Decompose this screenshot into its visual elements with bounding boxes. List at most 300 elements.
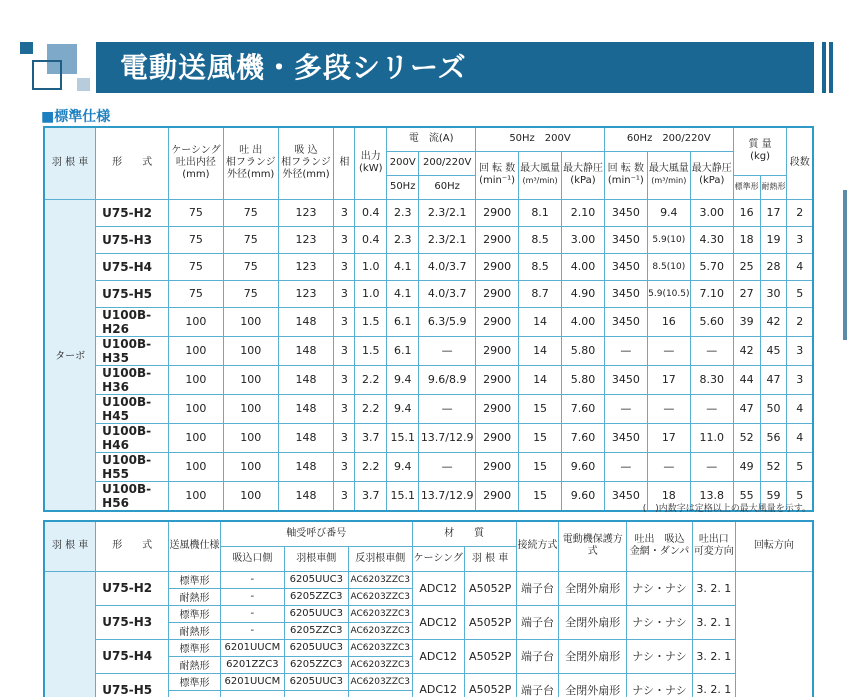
cell-impeller: 6205ZZC3 (284, 656, 348, 673)
cell-m-std: 52 (733, 423, 760, 452)
cell-stages: 3 (787, 336, 813, 365)
header-casing-outlet (169, 127, 224, 199)
header-mass-heat: 耐熱形 (760, 175, 787, 199)
cell-impeller: 6205UUC3 (284, 605, 348, 622)
cell-a60: 2.3/2.1 (419, 226, 476, 253)
cell-kw: 2.2 (355, 452, 387, 481)
logo-square-outline (32, 60, 62, 90)
cell-flow60: — (647, 336, 690, 365)
cell-kw: 3.7 (355, 481, 387, 511)
table-row (44, 571, 813, 588)
cell-flow50: 8.5 (519, 253, 562, 280)
cell-stages: 3 (787, 365, 813, 394)
banner-stripe (822, 42, 826, 93)
header-bearing: 軸受呼び番号 (220, 521, 412, 546)
cell-casing: 75 (169, 253, 224, 280)
cell-rpm60: — (604, 336, 647, 365)
cell-protection: 全閉外扇形 (559, 605, 627, 639)
cell-flow60: 17 (647, 423, 690, 452)
table-row (44, 336, 813, 365)
cell-outlet: 100 (223, 394, 278, 423)
header-word: ・ダンパ (649, 546, 690, 558)
cell-spec: 標準形 (169, 639, 221, 656)
header-word: 吐出 (634, 534, 655, 546)
cell-rpm60: 3450 (604, 226, 647, 253)
cell-m-std: 27 (733, 280, 760, 307)
cell-a60: 9.6/8.9 (419, 365, 476, 394)
model-name: U75-H4 (96, 639, 169, 673)
cell-stages: 5 (787, 280, 813, 307)
cell-a60: — (419, 394, 476, 423)
cell-impeller: 6205UUC3 (284, 639, 348, 656)
cell-inlet: 148 (278, 307, 334, 336)
cell-m-heat: 56 (760, 423, 787, 452)
cell-impeller-mat: A5052P (464, 673, 516, 697)
cell-a60: 13.7/12.9 (419, 423, 476, 452)
header-50hz-group: 50Hz 200V (476, 127, 605, 151)
header-current-200-220v: 200/220V (419, 151, 476, 175)
cell-rpm50: 2900 (476, 481, 519, 511)
cell-a50: 4.1 (387, 280, 419, 307)
cell-casing: 100 (169, 481, 224, 511)
header-line: (kPa) (570, 175, 596, 186)
header-line: 最大静圧 (691, 163, 732, 174)
cell-m-std: 25 (733, 253, 760, 280)
header-line: (m³/min) (651, 176, 687, 185)
cell-mesh-damper: ナシ・ナシ (627, 571, 693, 605)
cell-rpm60: 3450 (604, 253, 647, 280)
model-name: U100B-H46 (96, 423, 169, 452)
cell-inlet: - (220, 588, 284, 605)
cell-pres60: 7.10 (690, 280, 733, 307)
cell-impeller-mat: A5052P (464, 605, 516, 639)
cell-m-heat: 59 (760, 481, 787, 511)
header-current-60hz: 60Hz (419, 175, 476, 199)
cell-a60: — (419, 452, 476, 481)
header-mass (733, 127, 787, 175)
cell-a50: 6.1 (387, 307, 419, 336)
cell-rpm50: 2900 (476, 394, 519, 423)
header-line: (min⁻¹) (479, 175, 516, 186)
table-row (44, 605, 813, 622)
cell-pres60: — (690, 394, 733, 423)
cell-a50: 9.4 (387, 452, 419, 481)
cell-casing: ADC12 (412, 605, 464, 639)
model-name: U75-H2 (96, 571, 169, 605)
cell-a60: 6.3/5.9 (419, 307, 476, 336)
cell-flow50: 15 (519, 481, 562, 511)
cell-inlet: 148 (278, 336, 334, 365)
cell-flow50: 15 (519, 452, 562, 481)
header-inlet-flange (278, 127, 334, 199)
cell-m-std: 16 (733, 199, 760, 226)
cell-kw: 2.2 (355, 394, 387, 423)
cell-outlet: 100 (223, 336, 278, 365)
cell-rpm60: 3450 (604, 481, 647, 511)
cell-mesh-damper: ナシ・ナシ (627, 605, 693, 639)
cell-direction: 3. 2. 1 (692, 605, 735, 639)
impeller-type: ターボ (44, 199, 96, 511)
cell-phase: 3 (334, 253, 355, 280)
cell-inlet: 123 (278, 280, 334, 307)
footnote: ( )内数字は定格以上の最大風量を示す。 (642, 504, 811, 514)
header-spec: 送風機仕様 (169, 521, 221, 571)
cell-pres60: — (690, 336, 733, 365)
cell-pres50: 4.90 (562, 280, 605, 307)
cell-outlet: 100 (223, 307, 278, 336)
header-outlet-flange (223, 127, 278, 199)
cell-protection: 全閉外扇形 (559, 673, 627, 697)
cell-stages: 5 (787, 481, 813, 511)
cell-rpm60: 3450 (604, 365, 647, 394)
cell-opposite: AC6203ZZC3 (348, 622, 412, 639)
cell-inlet: 123 (278, 253, 334, 280)
cell-outlet: 75 (223, 226, 278, 253)
cell-rpm60: 3450 (604, 307, 647, 336)
model-name: U75-H5 (96, 673, 169, 697)
cell-a50: 9.4 (387, 394, 419, 423)
cell-casing: 100 (169, 452, 224, 481)
cell-casing: 100 (169, 394, 224, 423)
header-motor-protection: 電動機保護方式 (559, 521, 627, 571)
section-title: ■標準仕様 (41, 109, 111, 125)
cell-m-std: 47 (733, 394, 760, 423)
header-pressure-50 (562, 151, 605, 199)
cell-rpm50: 2900 (476, 253, 519, 280)
header-line: (mm) (182, 169, 210, 181)
table-row (44, 423, 813, 452)
header-word: 吸込 (664, 534, 685, 546)
cell-a50: 4.1 (387, 253, 419, 280)
cell-connection: 端子台 (516, 571, 559, 605)
cell-spec: 標準形 (169, 571, 221, 588)
cell-stages: 4 (787, 394, 813, 423)
header-line: 相フランジ (225, 157, 276, 169)
cell-a60: 13.7/12.9 (419, 481, 476, 511)
cell-rpm50: 2900 (476, 336, 519, 365)
header-material: 材 質 (412, 521, 516, 546)
bearing-table (43, 520, 814, 697)
header-line: 可変方向 (693, 546, 734, 558)
cell-phase: 3 (334, 199, 355, 226)
header-rpm-50 (476, 151, 519, 199)
header-line: 質 量 (748, 139, 772, 151)
impeller-type-cell (44, 571, 96, 697)
cell-inlet: 148 (278, 365, 334, 394)
cell-rpm50: 2900 (476, 226, 519, 253)
cell-rpm50: 2900 (476, 423, 519, 452)
cell-outlet: 75 (223, 280, 278, 307)
header-connection: 接続方式 (516, 521, 559, 571)
scrollbar[interactable] (843, 190, 847, 340)
header-60hz-group: 60Hz 200/220V (604, 127, 733, 151)
cell-pres50: 2.10 (562, 199, 605, 226)
cell-kw: 3.7 (355, 423, 387, 452)
header-line: (kPa) (699, 175, 725, 186)
cell-m-std: 18 (733, 226, 760, 253)
header-current-50hz: 50Hz (387, 175, 419, 199)
header-output (355, 127, 387, 199)
cell-pres50: 7.60 (562, 394, 605, 423)
cell-m-std: 55 (733, 481, 760, 511)
model-name: U100B-H26 (96, 307, 169, 336)
cell-spec: 標準形 (169, 605, 221, 622)
cell-flow60: 18 (647, 481, 690, 511)
model-name: U75-H3 (96, 226, 169, 253)
cell-rpm60: — (604, 394, 647, 423)
model-name: U75-H5 (96, 280, 169, 307)
cell-spec: 耐熱形 (169, 622, 221, 639)
cell-m-heat: 30 (760, 280, 787, 307)
header-stages: 段数 (787, 127, 813, 199)
cell-a50: 15.1 (387, 423, 419, 452)
cell-phase: 3 (334, 336, 355, 365)
cell-outlet: 100 (223, 423, 278, 452)
header-line (627, 546, 692, 558)
cell-opposite: AC6203ZZC3 (348, 639, 412, 656)
header-line: 外径(mm) (282, 169, 330, 181)
cell-m-heat: 19 (760, 226, 787, 253)
header-current: 電 流(A) (387, 127, 476, 151)
cell-flow50: 8.1 (519, 199, 562, 226)
cell-impeller: 6205UUC3 (284, 673, 348, 690)
cell-kw: 1.5 (355, 336, 387, 365)
cell-opposite: AC6203ZZC3 (348, 588, 412, 605)
cell-flow50: 15 (519, 394, 562, 423)
table-row (44, 394, 813, 423)
cell-connection: 端子台 (516, 673, 559, 697)
cell-flow50: 14 (519, 307, 562, 336)
header-rpm-60 (604, 151, 647, 199)
cell-flow50: 8.5 (519, 226, 562, 253)
header-line: 相フランジ (281, 157, 331, 169)
header-impeller: 羽 根 車 (44, 521, 96, 571)
cell-phase: 3 (334, 481, 355, 511)
header-material-casing: ケーシング (412, 546, 464, 571)
header-line: (min⁻¹) (607, 175, 644, 186)
cell-protection: 全閉外扇形 (559, 639, 627, 673)
header-material-impeller: 羽 根 車 (464, 546, 516, 571)
cell-m-heat: 42 (760, 307, 787, 336)
cell-stages: 5 (787, 452, 813, 481)
cell-pres50: 4.00 (562, 307, 605, 336)
cell-rotation (735, 571, 813, 697)
header-line: ケーシング (171, 145, 221, 157)
cell-flow60: 8.5(10) (647, 253, 690, 280)
cell-casing: 100 (169, 423, 224, 452)
model-name: U75-H4 (96, 253, 169, 280)
cell-pres50: 5.80 (562, 365, 605, 394)
header-line: (kW) (359, 163, 383, 175)
cell-phase: 3 (334, 280, 355, 307)
cell-connection: 端子台 (516, 605, 559, 639)
cell-pres60: 13.8 (690, 481, 733, 511)
header-current-200v: 200V (387, 151, 419, 175)
cell-casing: 100 (169, 365, 224, 394)
cell-a60: 4.0/3.7 (419, 253, 476, 280)
cell-pres50: 3.00 (562, 226, 605, 253)
cell-direction: 3. 2. 1 (692, 571, 735, 605)
header-line: 最大風量 (648, 163, 689, 174)
table-row (44, 280, 813, 307)
cell-inlet: 6201ZZC3 (220, 656, 284, 673)
cell-m-std: 39 (733, 307, 760, 336)
cell-kw: 0.4 (355, 226, 387, 253)
cell-outlet: 75 (223, 253, 278, 280)
cell-inlet: 123 (278, 226, 334, 253)
cell-pres60: 5.60 (690, 307, 733, 336)
table-row (44, 307, 813, 336)
header-line: 吐出内径 (175, 157, 216, 169)
cell-opposite: AC6203ZZC3 (348, 571, 412, 588)
cell-a60: 2.3/2.1 (419, 199, 476, 226)
cell-rpm60: 3450 (604, 199, 647, 226)
cell-spec: 耐熱形 (169, 656, 221, 673)
cell-flow50: 15 (519, 423, 562, 452)
cell-rpm50: 2900 (476, 199, 519, 226)
cell-kw: 1.5 (355, 307, 387, 336)
cell-stages: 4 (787, 423, 813, 452)
cell-outlet: 100 (223, 481, 278, 511)
header-bearing-inlet: 吸込口側 (220, 546, 284, 571)
cell-impeller: 6205ZZC3 (284, 588, 348, 605)
cell-rpm60: 3450 (604, 280, 647, 307)
cell-inlet: 6201UUCM (220, 639, 284, 656)
header-impeller: 羽 根 車 (44, 127, 96, 199)
cell-inlet: 148 (278, 452, 334, 481)
cell-a60: 4.0/3.7 (419, 280, 476, 307)
cell-a50: 9.4 (387, 365, 419, 394)
cell-flow60: 16 (647, 307, 690, 336)
banner-stripe (829, 42, 833, 93)
cell-flow60: 5.9(10.5) (647, 280, 690, 307)
table-row (44, 639, 813, 656)
cell-stages: 2 (787, 199, 813, 226)
cell-impeller-mat: A5052P (464, 639, 516, 673)
header-line: 出力 (360, 151, 381, 163)
cell-pres50: 5.80 (562, 336, 605, 365)
cell-flow60: 5.9(10) (647, 226, 690, 253)
cell-a50: 6.1 (387, 336, 419, 365)
cell-a50: 15.1 (387, 481, 419, 511)
cell-rpm50: 2900 (476, 365, 519, 394)
cell-stages: 4 (787, 253, 813, 280)
cell-inlet: 148 (278, 481, 334, 511)
cell-rpm50: 2900 (476, 452, 519, 481)
cell-inlet: - (220, 622, 284, 639)
cell-a60: — (419, 336, 476, 365)
cell-impeller-mat: A5052P (464, 571, 516, 605)
cell-rpm60: 3450 (604, 423, 647, 452)
logo-square (77, 78, 90, 91)
cell-direction: 3. 2. 1 (692, 673, 735, 697)
header-line: 回 転 数 (607, 163, 645, 174)
cell-kw: 0.4 (355, 199, 387, 226)
cell-phase: 3 (334, 452, 355, 481)
cell-pres60: 11.0 (690, 423, 733, 452)
cell-m-heat: 17 (760, 199, 787, 226)
header-mass-standard: 標準形 (733, 175, 760, 199)
cell-m-std: 49 (733, 452, 760, 481)
model-name: U100B-H36 (96, 365, 169, 394)
cell-m-heat: 47 (760, 365, 787, 394)
cell-kw: 2.2 (355, 365, 387, 394)
logo-square (20, 42, 33, 54)
cell-m-heat: 28 (760, 253, 787, 280)
cell-pres50: 9.60 (562, 452, 605, 481)
header-model: 形 式 (96, 127, 169, 199)
header-line: 吐 出 (239, 145, 263, 157)
header-pressure-60 (690, 151, 733, 199)
cell-casing: ADC12 (412, 571, 464, 605)
cell-spec: 標準形 (169, 673, 221, 690)
brand-logo (0, 35, 95, 95)
cell-impeller (284, 690, 348, 697)
cell-casing: 75 (169, 280, 224, 307)
cell-opposite (348, 690, 412, 697)
cell-m-heat: 45 (760, 336, 787, 365)
cell-outlet: 100 (223, 452, 278, 481)
cell-inlet: 148 (278, 423, 334, 452)
cell-flow60: 9.4 (647, 199, 690, 226)
header-rotation: 回転方向 (735, 521, 813, 571)
cell-inlet (220, 690, 284, 697)
cell-stages: 2 (787, 307, 813, 336)
cell-pres50: 4.00 (562, 253, 605, 280)
table-row (44, 365, 813, 394)
cell-opposite: AC6203ZZC3 (348, 656, 412, 673)
header-line: 回 転 数 (478, 163, 516, 174)
header-word: 金網 (629, 546, 650, 558)
header-bearing-impeller: 羽根車側 (284, 546, 348, 571)
header-outlet-direction (692, 521, 735, 571)
cell-mesh-damper: ナシ・ナシ (627, 639, 693, 673)
model-name: U100B-H56 (96, 481, 169, 511)
cell-casing: 100 (169, 307, 224, 336)
cell-casing: 75 (169, 226, 224, 253)
cell-a50: 2.3 (387, 226, 419, 253)
cell-inlet: 6201UUCM (220, 673, 284, 690)
cell-impeller: 6205ZZC3 (284, 622, 348, 639)
cell-a50: 2.3 (387, 199, 419, 226)
model-name: U75-H3 (96, 605, 169, 639)
cell-connection: 端子台 (516, 639, 559, 673)
cell-rpm50: 2900 (476, 280, 519, 307)
cell-spec: 耐熱形 (169, 588, 221, 605)
cell-phase: 3 (334, 394, 355, 423)
cell-pres60: 8.30 (690, 365, 733, 394)
cell-outlet: 100 (223, 365, 278, 394)
header-flow-50 (519, 151, 562, 199)
cell-pres50: 9.60 (562, 481, 605, 511)
page-title: 電動送風機・多段シリーズ (96, 42, 814, 93)
cell-phase: 3 (334, 226, 355, 253)
spec-table (43, 126, 814, 512)
cell-rpm60: — (604, 452, 647, 481)
header-bearing-opposite: 反羽根車側 (348, 546, 412, 571)
table-row (44, 253, 813, 280)
header-model: 形 式 (96, 521, 169, 571)
cell-outlet: 75 (223, 199, 278, 226)
header-line: 最大風量 (520, 163, 561, 174)
cell-m-std: 42 (733, 336, 760, 365)
cell-pres60: 3.00 (690, 199, 733, 226)
cell-kw: 1.0 (355, 280, 387, 307)
cell-m-heat: 50 (760, 394, 787, 423)
model-name: U100B-H45 (96, 394, 169, 423)
table-row (44, 452, 813, 481)
table-row (44, 226, 813, 253)
